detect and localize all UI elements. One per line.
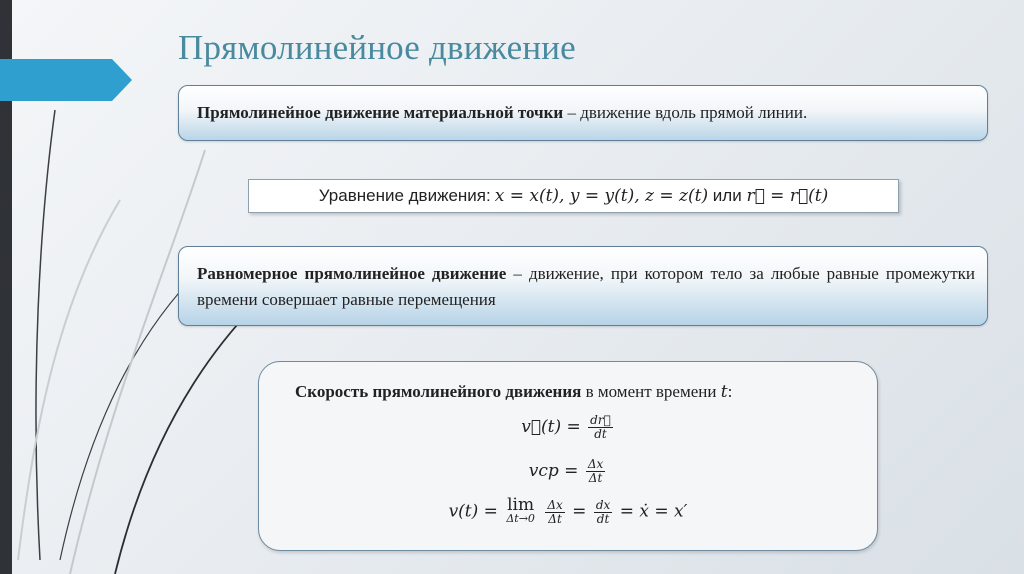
title-accent-arrow (0, 59, 132, 101)
velocity-colon: : (727, 382, 733, 401)
fraction-numerator: dx (595, 497, 611, 512)
formula-velocity-limit (259, 495, 877, 526)
velocity-box (258, 361, 878, 551)
definition-text: – движение вдоль прямой линии. (563, 103, 808, 122)
equation-math: x = x(t), y = y(t), z = z(t) (494, 186, 709, 206)
fraction-denominator: Δt (548, 511, 562, 526)
velocity-text: в момент времени (581, 382, 721, 401)
velocity-term: Скорость прямолинейного движения (295, 382, 582, 401)
equation-of-motion-box (248, 179, 899, 213)
definition-box-rectilinear (178, 85, 988, 141)
limit-word: lim (507, 495, 535, 515)
fraction-denominator: dt (596, 511, 610, 526)
fraction (586, 458, 605, 485)
formula-lhs: v⃗(t) = (521, 417, 581, 437)
limit-operator (506, 495, 535, 526)
equals-sign: = (572, 501, 587, 522)
fraction (594, 499, 612, 526)
formula-instant-velocity (259, 414, 877, 441)
formula-lhs: vср = (528, 461, 579, 481)
limit-subscript: Δt→0 (506, 512, 535, 525)
definition-term: Равномерное прямолинейное движение (197, 264, 507, 283)
fraction-numerator: Δx (547, 497, 563, 512)
slide-title: Прямолинейное движение (178, 28, 576, 67)
fraction-numerator: dr⃗ (590, 413, 611, 427)
fraction-denominator: Δt (588, 471, 603, 485)
definition-box-uniform (178, 246, 988, 326)
fraction-numerator: Δx (587, 457, 604, 471)
fraction (588, 414, 613, 441)
fraction (545, 499, 564, 526)
formula-lhs: v(t) = (448, 501, 498, 522)
formula-average-velocity (259, 458, 877, 485)
formula-rhs: = ẋ = x′ (619, 501, 688, 522)
definition-text: – движение, при котором тело за любые равные промежутки времени совершает равные перемещения (197, 264, 975, 309)
velocity-var: t (720, 382, 728, 402)
velocity-heading (295, 382, 732, 402)
definition-term: Прямолинейное движение материальной точки (197, 103, 564, 122)
equation-or: или (708, 186, 747, 205)
equation-vector: r⃗ = r⃗(t) (746, 186, 829, 206)
equation-label: Уравнение движения: (318, 186, 491, 205)
fraction-denominator: dt (594, 427, 607, 441)
